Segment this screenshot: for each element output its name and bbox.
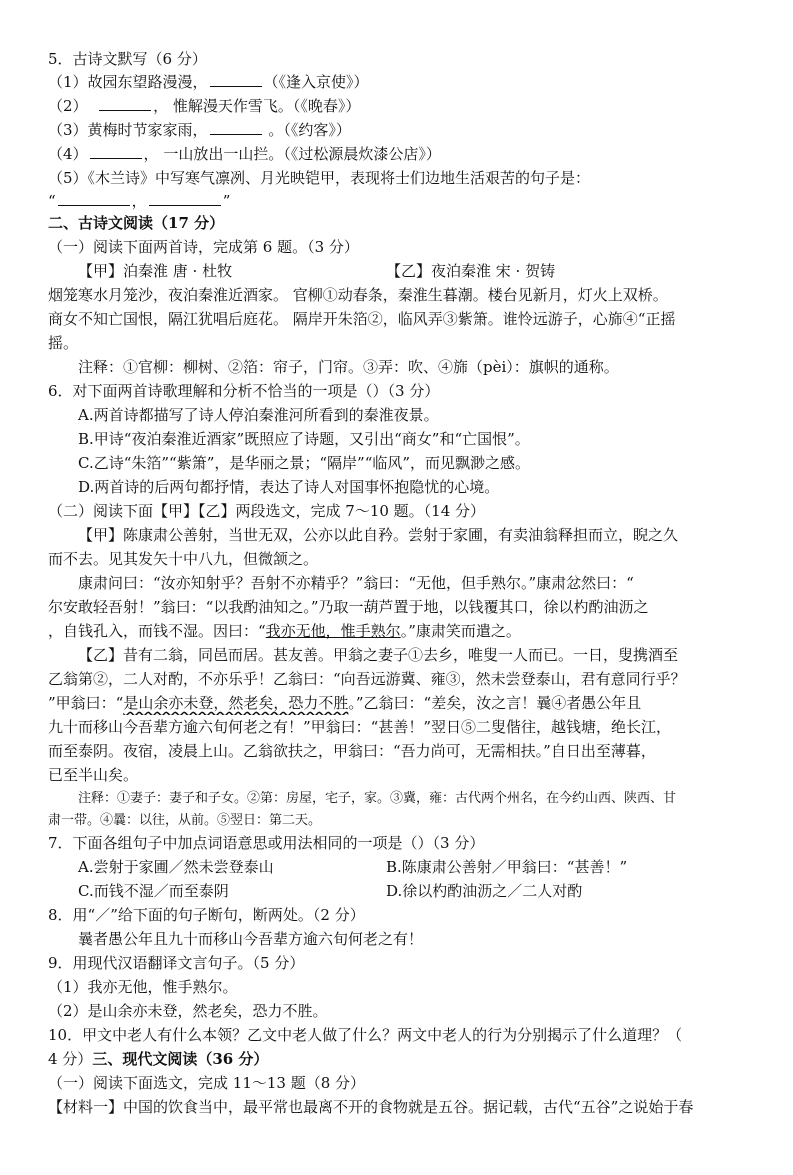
text-a-line-1: 【甲】陈康肃公善射，当世无双，公亦以此自矜。尝射于家圃，有卖油翁释担而立，睨之久 [78, 526, 679, 544]
material-1-line-1: 【材料一】中国的饮食当中，最平常也最离不开的食物就是五谷。据记载，古代“五谷”之说始于春 [48, 1098, 694, 1116]
poem-notes: 注释：①官柳：柳树、②箔：帘子，门帘。③弄：吹、④旆（pèi）：旗帜的通称。 [78, 358, 619, 376]
q7-option-d: D.徐以杓酌油沥之／二人对酌 [386, 882, 583, 900]
text-b-notes-1: 注释：①妻子：妻子和子女。②第：房屋，宅子，家。③冀，雍：古代两个州名，在今约山西、陕西、甘 [78, 791, 677, 806]
q5-line-2: （2） ， 惟解漫天作雪飞。（《晚春》） [48, 97, 361, 115]
answer-blank[interactable] [210, 72, 262, 87]
q9-stem: 9．用现代汉语翻译文言句子。（5 分） [48, 954, 305, 972]
text-b-notes-2: 肃一带。④曩：以往，从前。⑤翌日：第二天。 [48, 813, 322, 828]
q9-item-2: （2）是山余亦未登，然老矣，恐力不胜。 [48, 1002, 328, 1020]
underlined-sentence: 是山余亦未登，然老矣，恐力不胜 [123, 694, 349, 712]
text-b-line-1: 【乙】昔有二翁，同邑而居。甚友善。甲翁之妻子①去乡，唯叟一人而已。一日，叟携酒至 [78, 646, 679, 664]
q10-stem-cont: 4 分）三、现代文阅读（36 分） [48, 1050, 269, 1068]
text-a-line-4: 尔安敢轻吾射！”翁曰：“以我酌油知之。”乃取一葫芦置于地，以钱覆其口，徐以杓酌油沥之 [48, 598, 649, 616]
answer-blank[interactable] [149, 191, 221, 206]
q10-stem: 10．甲文中老人有什么本领？乙文中老人做了什么？两文中老人的行为分别揭示了什么道理？（ [48, 1026, 683, 1044]
section-3-title: 三、现代文阅读（36 分） [92, 1050, 269, 1068]
q5-line-3: （3）黄梅时节家家雨， 。（《约客》） [48, 121, 351, 139]
text-a-line-3: 康肃问曰：“汝亦知射乎？吾射不亦精乎？”翁曰：“无他，但手熟尔。”康肃忿然曰：“ [78, 574, 634, 592]
text-b-line-3: ”甲翁曰：“是山余亦未登，然老矣，恐力不胜。”乙翁曰：“差矣，汝之言！曩④者愚公年且 [48, 694, 642, 712]
part-1-intro: （一）阅读下面两首诗，完成第 6 题。（3 分） [48, 238, 359, 256]
q6-option-d[interactable]: D.两首诗的后两句都抒情，表达了诗人对国事怀抱隐忧的心境。 [78, 478, 500, 496]
q7-option-c: C.而钱不湿／而至泰阴 [78, 882, 229, 900]
q6-option-a[interactable]: A.两首诗都描写了诗人停泊秦淮河所看到的秦淮夜景。 [78, 406, 439, 424]
text-a-line-2: 而不去。见其发矢十中八九，但微颔之。 [48, 550, 319, 568]
q7-options-cd[interactable] [48, 880, 760, 903]
text-b-line-4: 九十而移山今吾辈方逾六旬何老之有！”甲翁曰：“甚善！”翌日⑤二叟偕往，越钱塘，绝长江， [48, 718, 672, 736]
q8-sentence: 曩者愚公年且九十而移山今吾辈方逾六旬何老之有！ [78, 930, 424, 948]
q5-line-6: “ ， ” [48, 192, 231, 210]
answer-blank[interactable] [90, 144, 142, 159]
q7-option-b: B.陈康肃公善射／甲翁曰：“甚善！” [386, 858, 628, 876]
poem-line-1: 烟笼寒水月笼沙，夜泊秦淮近酒家。 官柳①动春条，秦淮生暮潮。楼台见新月，灯火上双桥。 [48, 286, 668, 304]
part-3-intro: （一）阅读下面选文，完成 11～13 题（8 分） [48, 1074, 366, 1092]
part-2-intro: （二）阅读下面【甲】【乙】两段选文，完成 7～10 题。（14 分） [48, 502, 486, 520]
text-b-line-2: 乙翁第②，二人对酌，不亦乐乎！乙翁曰：“向吾远游冀、雍③，然未尝登泰山，君有意同行乎？ [48, 670, 686, 688]
poem-line-2: 商女不知亡国恨，隔江犹唱后庭花。 隔岸开朱箔②，临风弄③紫箫。谁怜远游子，心旆④“正摇 [48, 310, 676, 328]
q6-option-c[interactable]: C.乙诗“朱箔”“紫箫”，是华丽之景；“隔岸”“临风”，而见飘渺之感。 [78, 454, 531, 472]
text-a-line-5: ，自钱孔入，而钱不湿。因曰：“我亦无他，惟手熟尔。”康肃笑而遣之。 [48, 622, 521, 640]
answer-blank[interactable] [58, 191, 130, 206]
q7-options-ab[interactable] [48, 856, 760, 879]
underlined-sentence: 我亦无他，惟手熟尔 [265, 622, 401, 640]
poem-line-3: 摇。 [48, 334, 79, 352]
q8-stem: 8．用“／”给下面的句子断句，断两处。（2 分） [48, 906, 365, 924]
q5-line-1: （1）故园东望路漫漫， （《逢入京使》） [48, 73, 369, 91]
q7-option-a: A.尝射于家圃／然未尝登泰山 [78, 858, 274, 876]
q5-line-4: （4） ， 一山放出一山拦。（《过松源晨炊漆公店》） [48, 145, 441, 163]
text-b-line-6: 已至半山矣。 [48, 766, 139, 784]
q7-stem: 7．下面各组句子中加点词语意思或用法相同的一项是（）（3 分） [48, 834, 485, 852]
q6-stem: 6．对下面两首诗歌理解和分析不恰当的一项是（）（3 分） [48, 382, 440, 400]
q6-option-b[interactable]: B.甲诗“夜泊秦淮近酒家”既照应了诗题，又引出“商女”和“亡国恨”。 [78, 430, 530, 448]
text-b-line-5: 而至泰阴。夜宿，凌晨上山。乙翁欲扶之，甲翁曰：“吾力尚可，无需相扶。”自日出至薄暮， [48, 742, 656, 760]
section-2-title: 二、古诗文阅读（17 分） [48, 214, 225, 232]
q5-line-5: （5）《木兰诗》中写寒气凛冽、月光映铠甲，表现将士们边地生活艰苦的句子是： [48, 169, 591, 187]
q9-item-1: （1）我亦无他，惟手熟尔。 [48, 978, 238, 996]
poem-titles: 【甲】泊秦淮 唐 · 杜牧 【乙】夜泊秦淮 宋 · 贺铸 [78, 262, 556, 280]
answer-blank[interactable] [99, 96, 151, 111]
answer-blank[interactable] [210, 120, 262, 135]
q5-title: 5．古诗文默写（6 分） [48, 50, 207, 68]
